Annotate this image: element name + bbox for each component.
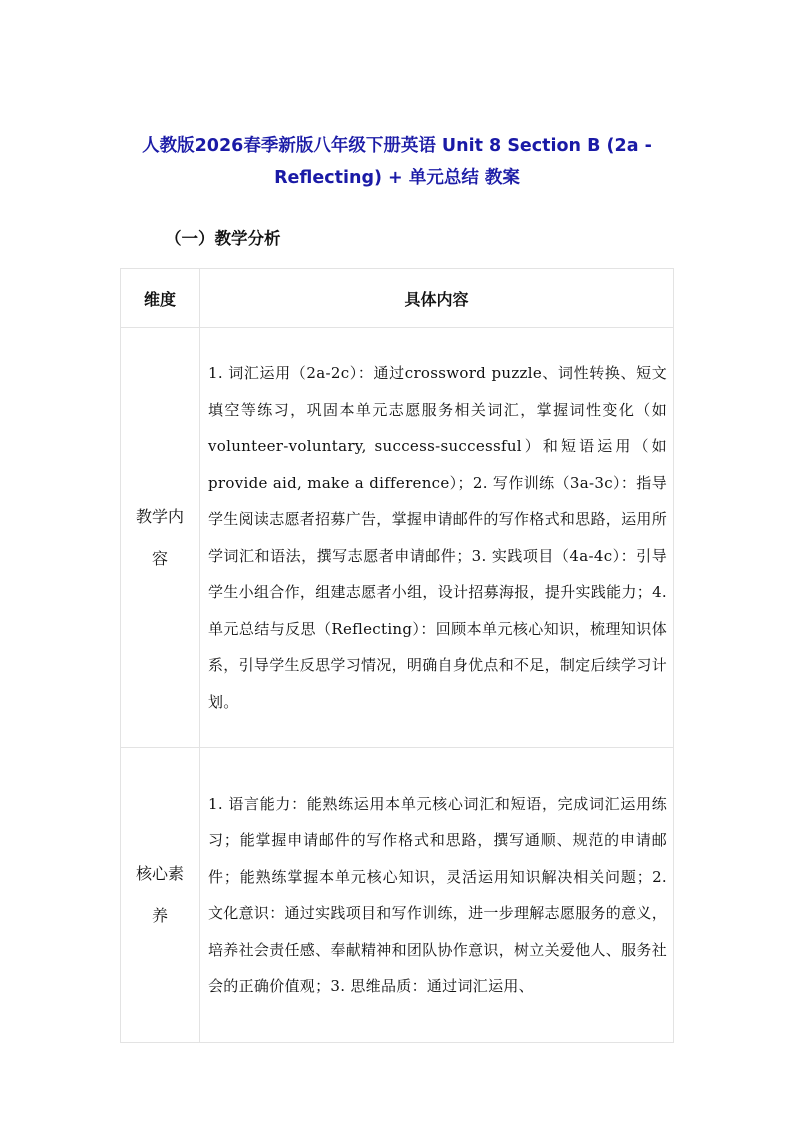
table-header-row — [121, 269, 674, 328]
row-content-text: 1. 词汇运用（2a-2c）：通过crossword puzzle、词性转换、短文填空等练习，巩固本单元志愿服务相关词汇，掌握词性变化（如volunteer-voluntary, success-successful）和短语运用（如provide aid, make a difference）；2. 写作训练（3a-3c）：指导学生阅读志愿者招募广告，掌握申请邮件的写作格式和思路，运用所学词汇和语法，撰写志愿者申请邮件；3. 实践项目（4a-4c）：引导学生小组合作，组建志愿者小组，设计招募海报，提升实践能力；4. 单元总结与反思（Reflecting）：回顾本单元核心知识，梳理知识体系，引导学生反思学习情况，明确自身优点和不足，制定后续学习计划。 — [200, 328, 674, 748]
section-heading: （一）教学分析 — [165, 229, 281, 248]
table-row — [121, 748, 674, 1043]
row-dimension-label: 教学内容 — [121, 328, 200, 748]
teaching-analysis-table — [120, 268, 674, 1043]
row-content-text: 1. 语言能力：能熟练运用本单元核心词汇和短语，完成词汇运用练习；能掌握申请邮件的写作格式和思路，撰写通顺、规范的申请邮件；能熟练掌握本单元核心知识，灵活运用知识解决相关问题；2. 文化意识：通过实践项目和写作训练，进一步理解志愿服务的意义，培养社会责任感、奉献精神和团队协作意识，树立关爱他人、服务社会的正确价值观；3. 思维品质：通过词汇运用、 — [200, 748, 674, 1043]
row-dimension-label: 核心素养 — [121, 748, 200, 1043]
table-row — [121, 328, 674, 748]
header-content: 具体内容 — [200, 269, 674, 328]
document-title: 人教版2026春季新版八年级下册英语 Unit 8 Section B (2a - Reflecting) + 单元总结 教案 — [142, 136, 652, 188]
header-dimension: 维度 — [121, 269, 200, 328]
